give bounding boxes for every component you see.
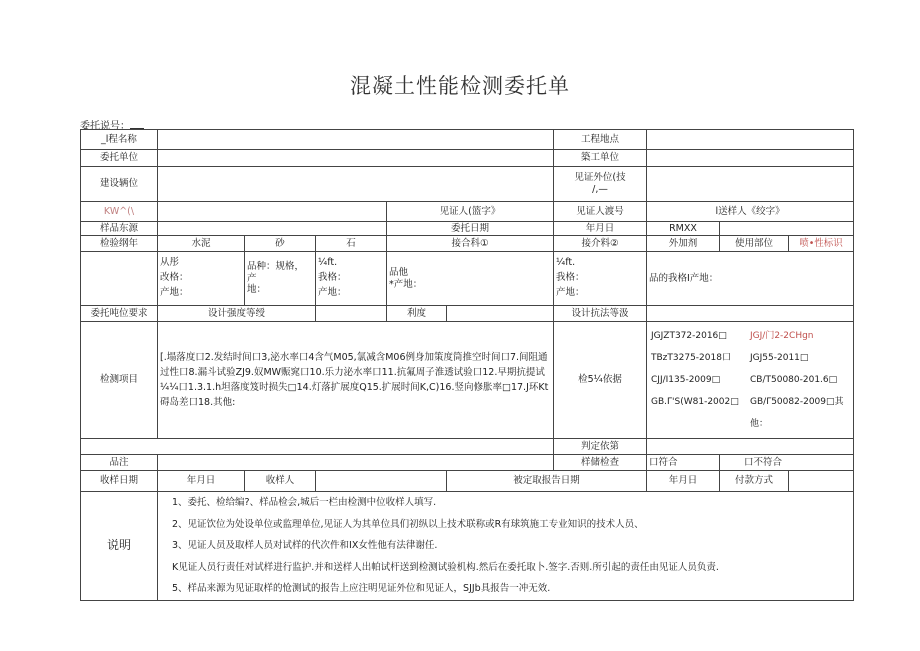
row-materials-header xyxy=(81,236,854,252)
label-project-site: 工程地点 xyxy=(554,130,647,150)
label-builder: 建设辆位 xyxy=(81,167,158,202)
label-witness-unit: 见证外位(技 /,— xyxy=(554,167,647,202)
label-design-grade: 设计强度等绶 xyxy=(158,306,316,322)
label-slump: 利度 xyxy=(387,306,447,322)
label-sample-check: 样储检查 xyxy=(554,455,647,471)
header-usage-part: 使用部位 xyxy=(720,236,789,252)
field-commission-date[interactable]: 年月日 xyxy=(554,222,647,236)
checkbox-not-conform[interactable]: 口不符合 xyxy=(720,455,854,471)
row-test-items xyxy=(81,322,854,439)
label-project-name: _l程名称 xyxy=(81,130,158,150)
additive-detail[interactable]: 品的我格I产地： xyxy=(647,252,854,306)
header-cement: 水泥 xyxy=(158,236,245,252)
field-blank[interactable] xyxy=(720,222,854,236)
field-project-name[interactable] xyxy=(158,130,554,150)
test-items-list[interactable]: [.塌落度口2.发结时间口3,泌水率口4含气M05,氯减含M06例身加策度筒推空时间口7.间阻通过性口8.漏斗试验ZJ9.奴MW赈窕口10.乐力泌水率口11.抗氟周子淮透试验口12.早期抗提试¼¼口1.3.1.h坦落度笈时损失□14.灯落扩展度Q15.扩展时间K,C)16.竖向修胀率□17.J环Kt碍岛差口18.其他: xyxy=(158,322,554,439)
note-line: 5、样品来源为见证取样的怆测试的报告上应注明见证外位和见证人，SJJb具报告一冲无效. xyxy=(172,583,551,594)
field-design-impermeability[interactable] xyxy=(647,306,854,322)
label-mix-grade: 检验纲年 xyxy=(81,236,158,252)
header-admixture-1: 接合科① xyxy=(387,236,554,252)
label-sample-source: 样品东源 xyxy=(81,222,158,236)
note-line: 3、见证人员及取样人员对试样的代次件和IX女性他有法律谢任. xyxy=(172,540,438,551)
row-builder xyxy=(81,167,854,202)
field-sample-source[interactable] xyxy=(158,222,387,236)
field-construction-unit[interactable] xyxy=(647,150,854,167)
header-stone: 石 xyxy=(316,236,387,252)
header-admixture-2: 接介料② xyxy=(554,236,647,252)
label-design-impermeability: 设计抗法等汲 xyxy=(554,306,647,322)
label-witness-number: 见证人渡号 xyxy=(554,202,647,222)
header-additive: 外加剂 xyxy=(647,236,720,252)
admixture-1-detail[interactable]: 品他 *产地： xyxy=(387,252,554,306)
row-materials-detail xyxy=(81,252,854,306)
row-client xyxy=(81,150,854,167)
row-witness xyxy=(81,202,854,222)
label-kw: KW^(\ xyxy=(81,202,158,222)
header-marking: 喷•性标识 xyxy=(789,236,854,252)
field-design-grade[interactable] xyxy=(316,306,387,322)
field-remark[interactable] xyxy=(158,455,554,471)
serial-number-label: 委托说号： xyxy=(80,117,144,132)
label-client: 委托单位 xyxy=(81,150,158,167)
field-project-site[interactable] xyxy=(647,130,854,150)
label-remark: 品注 xyxy=(81,455,158,471)
stone-detail[interactable]: ¼ft. 我格： 产地： xyxy=(316,252,387,306)
commission-form-table xyxy=(80,129,854,601)
test-items-continued xyxy=(81,439,554,455)
label-construction-unit: 築工单位 xyxy=(554,150,647,167)
label-receive-date: 收样日期 xyxy=(81,471,158,492)
label-report-date: 被定取报告日期 xyxy=(447,471,647,492)
label-notes: 说明 xyxy=(81,492,158,601)
standards-list[interactable]: JGJZT372-2016□ JGJ/门2-2CHgn TBzT3275-2018口 JGJ55-2011□ CJJ/I135-2009□ CB/T50080-201.6□ GB.Γ'S(W81-2002□ GB/Γ50082-2009□其他： xyxy=(647,322,854,439)
field-rmxx: RMXX xyxy=(647,222,720,236)
field-report-date[interactable]: 年月日 xyxy=(647,471,720,492)
row-sample-source xyxy=(81,222,854,236)
field-builder[interactable] xyxy=(158,167,554,202)
label-test-basis: 检5¼依据 xyxy=(554,322,647,439)
row-remark xyxy=(81,455,854,471)
field-mix-grade[interactable] xyxy=(81,252,158,306)
field-client[interactable] xyxy=(158,150,554,167)
field-witness-unit[interactable] xyxy=(647,167,854,202)
note-line: 1、委托、检给编?、样品检会,城后一栏由检测中位收样人填写. xyxy=(172,497,437,508)
label-judgement: 判定依第 xyxy=(554,439,647,455)
sand-detail[interactable]: 品种：规格，产 地： xyxy=(245,252,316,306)
note-line: K见证人员行责任对试样进行监护.并和送样人出帕试杆送到检测试验机构.然后在委托取卜.签字.否则.所引起的责任由见证人员负责. xyxy=(172,561,719,573)
label-commission-date: 委托日期 xyxy=(387,222,554,236)
row-judgement xyxy=(81,439,854,455)
field-receive-date[interactable]: 年月日 xyxy=(158,471,245,492)
field-receiver[interactable] xyxy=(316,471,447,492)
field-payment[interactable] xyxy=(789,471,854,492)
label-receiver: 收样人 xyxy=(245,471,316,492)
header-sand: 砂 xyxy=(245,236,316,252)
cement-detail[interactable]: 从彤 改格： 产地： xyxy=(158,252,245,306)
label-payment: 付款方式 xyxy=(720,471,789,492)
row-receipt xyxy=(81,471,854,492)
note-line: 2、见证饮位为处设单位或监理单位,见证人为其单位具们初纵以上技术联称或R有球筑施工专业知识的技术人员、 xyxy=(172,518,644,530)
label-requirements: 委托吨位要求 xyxy=(81,306,158,322)
field-kw[interactable] xyxy=(158,202,387,222)
admixture-2-detail[interactable]: ¼ft. 我格： 产地： xyxy=(554,252,647,306)
row-notes xyxy=(81,492,854,601)
label-test-items: 检测项目 xyxy=(81,322,158,439)
row-requirements xyxy=(81,306,854,322)
label-sender: l送样人《绞字》 xyxy=(647,202,854,222)
notes-list xyxy=(158,492,854,601)
row-project xyxy=(81,130,854,150)
field-slump[interactable] xyxy=(447,306,554,322)
field-judgement[interactable] xyxy=(647,439,854,455)
checkbox-conform[interactable]: 口符合 xyxy=(647,455,720,471)
page-title: 混凝土性能检测委托单 xyxy=(350,74,570,98)
label-witness-person: 见证人(篮字》 xyxy=(387,202,554,222)
